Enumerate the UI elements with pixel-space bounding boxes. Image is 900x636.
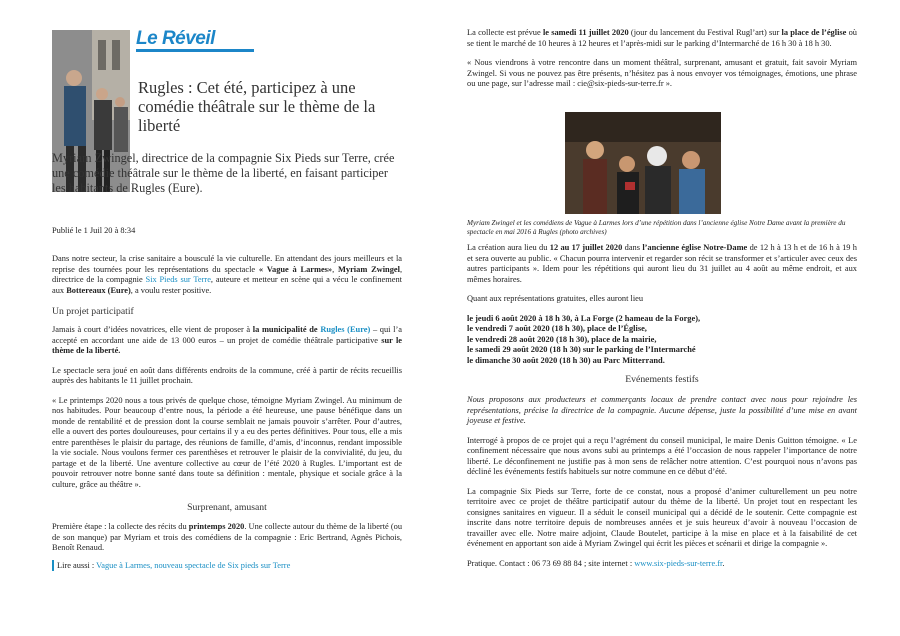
company-link[interactable]: Six Pieds sur Terre <box>145 275 211 284</box>
logo-bar <box>136 49 254 74</box>
right-column-bottom <box>467 395 857 569</box>
director-name: Myriam Zwingel <box>338 264 400 274</box>
quote-paragraph: « Nous viendrons à votre rencontre dans un moment théâtral, surprenant, amusant et gratuit, fait savoir Myriam Zwingel. Si vous ne pouvez pas être présents, n’hésitez pas à nous envoyer vos témoignages, émotions, une phrase ou une page, sur l’adresse mail : cie@six-pieds-sur-terre.fr ». <box>467 58 857 88</box>
photo-rehearsal-illustration <box>565 112 721 214</box>
left-column-body <box>52 254 402 296</box>
article-photo-rehearsal <box>565 112 721 214</box>
date-item: le vendredi 7 août 2020 (18 h 30), place de l’Église, <box>467 324 647 333</box>
article-lede: Myriam Zwingel, directrice de la compagnie Six Pieds sur Terre, crée une comédie théâtrale sur le thème de la liberté, en faisant participer les habitants de Rugles (Eure). <box>52 151 395 196</box>
heading-surprenant: Surprenant, amusant <box>187 502 267 513</box>
producers-paragraph: Nous proposons aux producteurs et commerçants locaux de prendre contact avec nous pour rejoindre les représentations, précise la directrice de la compagnie. Aucune dépense, juste la possibilité d’une mise en avant joyeuse et festive. <box>467 395 857 425</box>
paragraph-3: « Le printemps 2020 nous a tous privés de quelque chose, témoigne Myriam Zwingel. Au minimum de nos habitudes. Pour beaucoup d’entre nous, la période a été heureuse, une pause bénéfique dans un monde de rentabilité et de pression dont la course semblait ne jamais pouvoir s’arrêter. Pour d’autres, elle a ouvert des portes douloureuses, pour certains il y a eu des pertes définitives. Pour tous, elle a mis entre parenthèses le plaisir du partage, des réunions de famille, d’amis, d’inconnus, rendant impossible la vie sociale. Nous voulons fermer ces parenthèses et retrouver le plaisir de la convivialité, du jeu, du partage et de la liberté. Une aventure collective au cœur de l’été 2020 à Rugles. L’important est de pouvoir retrouver notre bonne santé dans toute sa définition : mentale, physique et sociale grâce à la culture, grâce au théâtre ». <box>52 395 402 489</box>
dates-list <box>467 314 857 367</box>
creation-paragraph: La création aura lieu du 12 au 17 juillet 2020 dans l’ancienne église Notre-Dame de 12 h à 13 h et de 16 h à 19 h et sera ouverte au public. « Chacun pourra intervenir et regarder son récit se transformer et s’articuler avec ceux des autres participants ». Idem pour les répétitions qui auront lieu du 31 juillet au 4 août au même endroit, et aux mêmes horaires. <box>467 243 857 284</box>
paragraph-4: Première étape : la collecte des récits du printemps 2020. Une collecte autour du thème de la liberté (ou de son manque) par Myriam et trois des comédiens de la compagnie : Eric Bertrand, Agnès Pichois, Benoît Renaud. <box>52 522 403 552</box>
publish-date: Publié le 1 Juil 20 à 8:34 <box>52 226 136 235</box>
right-column-mid <box>467 243 857 366</box>
place-bottereaux: Bottereaux (Eure) <box>66 285 131 295</box>
logo-subtitle: Normand <box>196 70 211 74</box>
read-also <box>52 560 290 571</box>
paragraph-2: Le spectacle sera joué en août dans différents endroits de la commune, créé à partir de récits recueillis auprès des habitants le 11 juillet prochain. <box>52 365 402 385</box>
newspaper-logo <box>136 28 256 74</box>
rugles-link[interactable]: Rugles (Eure) <box>320 325 371 334</box>
date-item: le vendredi 28 août 2020 (18 h 30), place de la mairie, <box>467 334 657 344</box>
collect-paragraph: La collecte est prévue le samedi 11 juillet 2020 (jour du lancement du Festival Rugl’art) sur la place de l’église où se tient le marché de 10 heures à 12 heures et l’après-midi sur le parking d’Intermarché de 16 h 30 à 18 h 30. <box>467 28 857 48</box>
heading-projet: Un projet participatif <box>52 306 134 317</box>
mayor-paragraph: Interrogé à propos de ce projet qui a reçu l’agrément du conseil municipal, le maire Denis Guitton témoigne. « Le confinement nécessaire que nous avons subi au printemps a été l’occasion de nous rappeler l’importance de notre liberté. Le déconfinement ne justifie pas à mon sens de relâcher notre attention. C’est pourquoi nous n’avons pas décliné les événements festifs habituels sur notre commune en ce début d’été. <box>467 435 857 476</box>
representations-intro: Quant aux représentations gratuites, elles auront lieu <box>467 294 644 303</box>
show-name: « Vague à Larmes» <box>258 264 333 274</box>
right-column-top <box>467 28 857 90</box>
logo-text: Le Réveil <box>136 28 215 49</box>
website-link[interactable]: www.six-pieds-sur-terre.fr <box>634 558 723 568</box>
date-item: le jeudi 6 août 2020 à 18 h 30, à La Forge (2 hameau de la Forge), <box>467 313 701 323</box>
heading-festifs: Evénements festifs <box>625 374 699 385</box>
read-also-link[interactable]: Vague à Larmes, nouveau spectacle de Six pieds sur Terre <box>96 561 291 570</box>
company-paragraph: La compagnie Six Pieds sur Terre, forte de ce constat, nous a proposé d’animer culturellement un peu notre territoire avec ce projet de théâtre participatif autour du thème de la liberté. Un projet tout en respectant les consignes sanitaires en vigueur. Il a séduit le conseil municipal qui a décidé de le soutenir. Cette compagnie est inscrite dans notre territoire depuis de nombreuses années et je suis heureux d’avoir à nouveau l’occasion de travailler avec elle. Notre maire adjoint, Claude Boutelet, participe à la mise en place et à la faisabilité de cet événement en apportant son aide à Myriam Zwingel qui écrit les pièces et scénarii et dirige la compagnie ». <box>467 486 857 548</box>
date-item: le samedi 29 août 2020 (18 h 30) sur le parking de l’Intermarché <box>467 345 696 354</box>
date-item: le dimanche 30 août 2020 (18 h 30) au Parc Mitterrand. <box>467 355 665 365</box>
intro-paragraph: Dans notre secteur, la crise sanitaire a bousculé la vie culturelle. En attendant des jours meilleurs et la reprise des tournées pour les représentations du spectacle « Vague à Larmes», Myriam Zwingel, directrice de la compagnie Six Pieds sur Terre, auteure et metteur en scène qui a vécu le confinement aux Bottereaux (Eure), a voulu rester positive. <box>52 254 403 295</box>
paragraph-1: Jamais à court d’idées novatrices, elle vient de proposer à la municipalité de Rugles (Eure) – qui l’a accepté en accordant une aide de 13 000 euros – un projet de comédie théâtrale participative sur le thème de la liberté. <box>52 325 402 355</box>
article-title: Rugles : Cet été, participez à une comédie théâtrale sur le thème de la liberté <box>138 78 376 135</box>
contact-paragraph: Pratique. Contact : 06 73 69 88 84 ; site internet : www.six-pieds-sur-terre.fr. <box>467 558 725 568</box>
photo-caption: Myriam Zwingel et les comédiens de Vague à Larmes lors d’une répétition dans l’ancienne église Notre Dame avant la première du spectacle en mai 2016 à Rugles (photo archives) <box>467 219 846 236</box>
left-column-body-3 <box>52 522 402 554</box>
read-also-label: Lire aussi : <box>57 561 97 570</box>
left-column-body-2 <box>52 325 402 490</box>
